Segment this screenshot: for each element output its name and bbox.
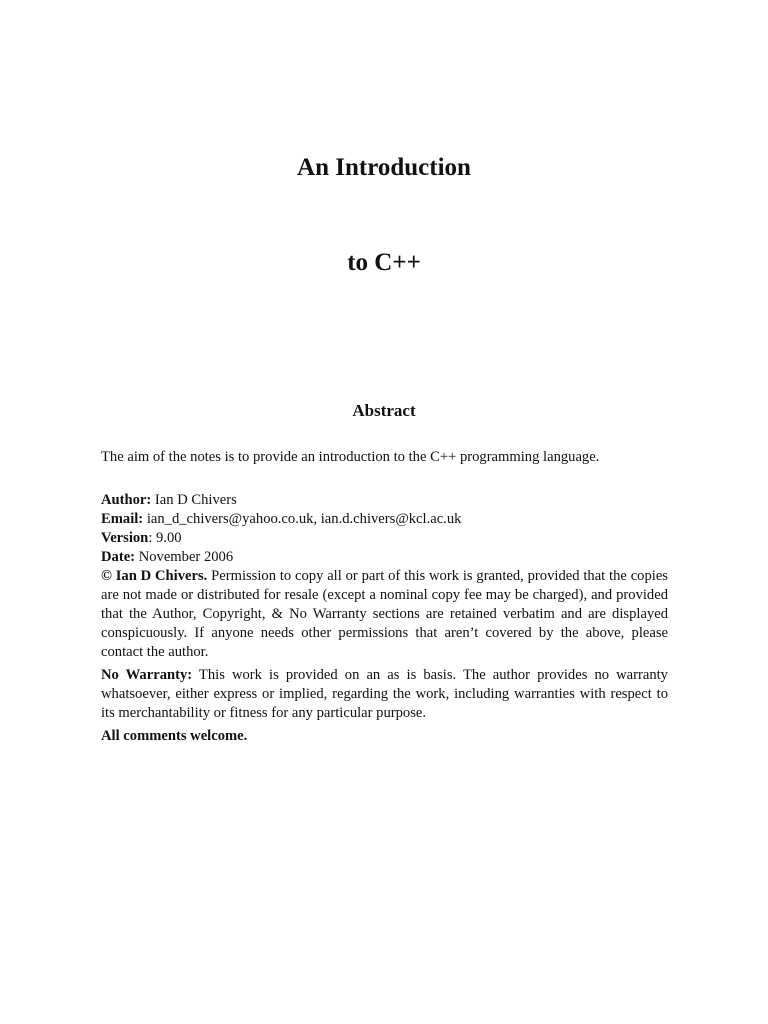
title-line-2: to C++	[347, 249, 421, 276]
copyright-paragraph	[101, 567, 668, 662]
email-value: ian_d_chivers@yahoo.co.uk, ian.d.chivers@kcl.ac.uk	[143, 511, 462, 527]
closing-line	[101, 727, 668, 746]
copyright-label: © Ian D Chivers.	[101, 568, 208, 584]
version-line	[101, 529, 668, 548]
author-line	[101, 491, 668, 510]
version-value: : 9.00	[148, 530, 182, 546]
date-label: Date:	[101, 549, 136, 565]
copyright-text: Permission to copy all or part of this work is granted, provided that the copies are not made or distributed for resale (except a nominal copy fee may be charged), and provided that the Author, Copyright, & No Warranty sections are retained verbatim and are displayed conspicuously. If anyone needs other permissions that aren’t covered by the above, please contact the author.	[101, 568, 668, 660]
email-label: Email:	[101, 511, 144, 527]
warranty-text: This work is provided on an as is basis. The author provides no warranty whatsoever, either express or implied, regarding the work, including warranties with respect to its merchantability or fitness for any particular purpose.	[101, 667, 668, 721]
version-label: Version	[101, 530, 149, 546]
email-line	[101, 510, 668, 529]
author-value: Ian D Chivers	[151, 492, 237, 508]
aim-statement: The aim of the notes is to provide an introduction to the C++ programming language.	[101, 449, 600, 465]
metadata-block	[101, 491, 668, 746]
warranty-label: No Warranty:	[101, 667, 193, 683]
date-value: November 2006	[135, 549, 234, 565]
title-line-1: An Introduction	[297, 154, 471, 181]
warranty-paragraph	[101, 666, 668, 723]
date-line	[101, 548, 668, 567]
author-label: Author:	[101, 492, 152, 508]
closing-text: All comments welcome.	[101, 728, 248, 744]
abstract-heading: Abstract	[352, 401, 416, 420]
